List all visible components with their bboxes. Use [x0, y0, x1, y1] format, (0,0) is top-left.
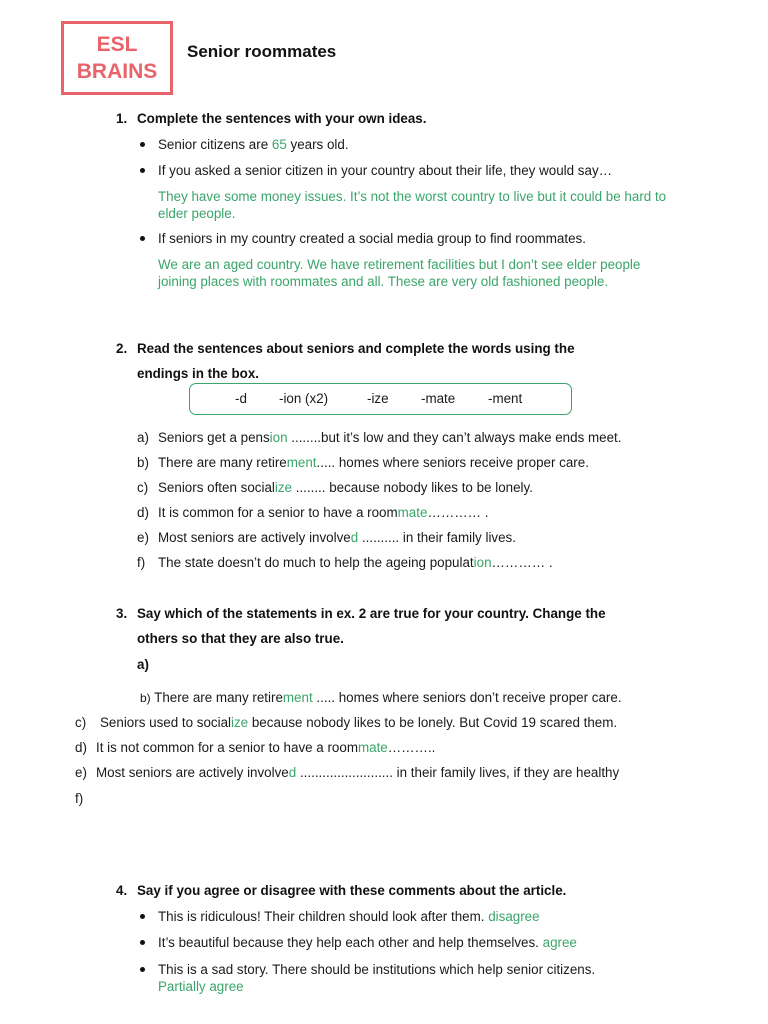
section-4-heading: Say if you agree or disagree with these comments about the article. [137, 883, 567, 898]
answer-text: ize [231, 715, 249, 730]
answer-text: ment [286, 455, 317, 470]
section-3-item-c-label: c) [75, 715, 87, 730]
answer-text: ize [274, 480, 292, 495]
bullet-icon [140, 236, 145, 241]
section-1-number: 1. [116, 111, 128, 126]
ending-ment: -ment [488, 391, 523, 406]
section-2-heading-line-2: endings in the box. [137, 366, 260, 381]
section-2-item-label: f) [137, 555, 146, 570]
answer-text: 65 [271, 137, 287, 152]
answer-text: mate [397, 505, 428, 520]
section-2-item-b: There are many retirement..... homes where seniors receive proper care. [158, 455, 589, 470]
logo-line-2: BRAINS [76, 60, 158, 83]
bullet-icon [140, 940, 145, 945]
section-2-heading-line-1: Read the sentences about seniors and complete the words using the [137, 341, 575, 356]
section-1-item-2: If you asked a senior citizen in your country about their life, they would say… [158, 163, 613, 178]
section-2-number: 2. [116, 341, 128, 356]
bullet-icon [140, 914, 145, 919]
section-3-item-c: Seniors used to socialize because nobody likes to be lonely. But Covid 19 scared them. [100, 715, 618, 730]
section-2-item-label: d) [137, 505, 149, 520]
section-3-heading-line-1: Say which of the statements in ex. 2 are true for your country. Change the [137, 606, 606, 621]
section-1-item-1: Senior citizens are 65 years old. [158, 137, 349, 152]
answer-text: d [288, 765, 297, 780]
esl-brains-logo [61, 21, 173, 95]
section-4-number: 4. [116, 883, 128, 898]
answer-text: ment [282, 690, 313, 705]
section-2-item-label: a) [137, 430, 149, 445]
section-4-item-2: It’s beautiful because they help each other and help themselves. agree [158, 935, 577, 950]
section-4-answer-3: Partially agree [158, 979, 244, 994]
section-3-item-e: Most seniors are actively involved ......................... in their family lives, if they are healthy [96, 765, 620, 780]
bullet-icon [140, 967, 145, 972]
section-2-item-f: The state doesn’t do much to help the ageing population………… . [158, 555, 553, 570]
section-3-item-d-label: d) [75, 740, 87, 755]
answer-text: mate [357, 740, 388, 755]
ending-ion: -ion (x2) [279, 391, 329, 406]
section-3-number: 3. [116, 606, 128, 621]
section-2-item-label: b) [137, 455, 149, 470]
section-1-heading: Complete the sentences with your own ideas. [137, 111, 427, 126]
section-2-item-d: It is common for a senior to have a roommate………… . [158, 505, 489, 520]
section-2-item-c: Seniors often socialize ........ because nobody likes to be lonely. [158, 480, 533, 495]
section-3-item-e-label: e) [75, 765, 87, 780]
section-2-item-e: Most seniors are actively involved .......... in their family lives. [158, 530, 516, 545]
ending-d: -d [235, 391, 247, 406]
page-title: Senior roommates [187, 42, 337, 61]
ending-ize: -ize [367, 391, 389, 406]
section-1-item-3: If seniors in my country created a social media group to find roommates. [158, 231, 586, 246]
ending-mate: -mate [421, 391, 456, 406]
bullet-icon [140, 168, 145, 173]
answer-text: disagree [488, 909, 540, 924]
answer-text: d [350, 530, 359, 545]
answer-text: ion [473, 555, 492, 570]
section-1-answer-3: We are an aged country. We have retirement facilities but I don’t see elder people joining places with roommates and all. These are very old fashioned people. [158, 257, 641, 289]
section-1-answer-2: They have some money issues. It’s not the worst country to live but it could be hard to elder people. [158, 189, 667, 221]
section-3-heading-line-2: others so that they are also true. [137, 631, 344, 646]
section-3-item-d: It is not common for a senior to have a roommate……….. [96, 740, 436, 755]
section-4-item-1: This is ridiculous! Their children should look after them. disagree [158, 909, 540, 924]
section-2-item-label: e) [137, 530, 149, 545]
section-3-item-f-label: f) [75, 791, 84, 806]
section-2-item-label: c) [137, 480, 149, 495]
section-3-item-a-label: a) [137, 657, 149, 672]
bullet-icon [140, 142, 145, 147]
answer-text: agree [542, 935, 577, 950]
section-4-item-3: This is a sad story. There should be institutions which help senior citizens. [158, 962, 596, 977]
section-3-item-b: b) There are many retirement ..... homes where seniors don’t receive proper care. [140, 690, 622, 705]
section-2-item-a: Seniors get a pension ........but it’s low and they can’t always make ends meet. [158, 430, 622, 445]
logo-line-1: ESL [96, 33, 138, 56]
answer-text: ion [269, 430, 288, 445]
